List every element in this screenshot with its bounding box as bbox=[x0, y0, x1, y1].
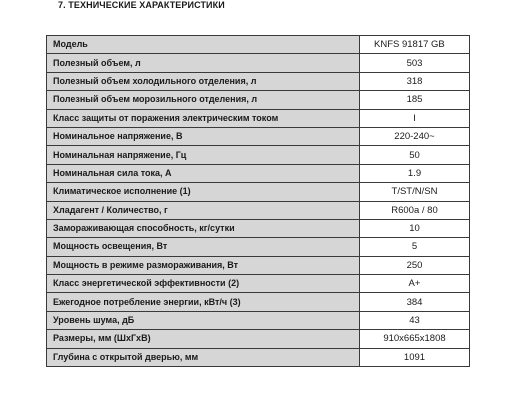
spec-value: I bbox=[360, 109, 470, 127]
spec-label: Номинальная сила тока, А bbox=[47, 164, 360, 182]
spec-value: 185 bbox=[360, 91, 470, 109]
spec-label: Полезный объем морозильного отделения, л bbox=[47, 91, 360, 109]
spec-label: Полезный объем, л bbox=[47, 54, 360, 72]
table-row bbox=[47, 54, 470, 72]
spec-value: 384 bbox=[360, 293, 470, 311]
table-row bbox=[47, 72, 470, 90]
spec-value: 10 bbox=[360, 219, 470, 237]
spec-value: 503 bbox=[360, 54, 470, 72]
table-row bbox=[47, 256, 470, 274]
spec-label: Замораживающая способность, кг/сутки bbox=[47, 219, 360, 237]
spec-value: 1.9 bbox=[360, 164, 470, 182]
spec-value: A+ bbox=[360, 275, 470, 293]
spec-label: Класс защиты от поражения электрическим током bbox=[47, 109, 360, 127]
table-row bbox=[47, 164, 470, 182]
spec-value: 220-240~ bbox=[360, 127, 470, 145]
spec-label: Номинальная напряжение, Гц bbox=[47, 146, 360, 164]
spec-label: Номинальное напряжение, В bbox=[47, 127, 360, 145]
table-row bbox=[47, 275, 470, 293]
table-row bbox=[47, 109, 470, 127]
spec-value: 1091 bbox=[360, 348, 470, 366]
spec-value: 910x665x1808 bbox=[360, 330, 470, 348]
spec-value: 50 bbox=[360, 146, 470, 164]
spec-value: 250 bbox=[360, 256, 470, 274]
spec-value: KNFS 91817 GB bbox=[360, 36, 470, 54]
table-row bbox=[47, 146, 470, 164]
table-row bbox=[47, 219, 470, 237]
spec-value: 43 bbox=[360, 311, 470, 329]
spec-label: Глубина с открытой дверью, мм bbox=[47, 348, 360, 366]
spec-value: 318 bbox=[360, 72, 470, 90]
spec-label: Полезный объем холодильного отделения, л bbox=[47, 72, 360, 90]
spec-label: Мощность в режиме размораживания, Вт bbox=[47, 256, 360, 274]
spec-label: Уровень шума, дБ bbox=[47, 311, 360, 329]
table-row bbox=[47, 348, 470, 366]
table-row bbox=[47, 238, 470, 256]
table-row bbox=[47, 311, 470, 329]
spec-label: Класс энергетической эффективности (2) bbox=[47, 275, 360, 293]
table-row bbox=[47, 183, 470, 201]
spec-value: T/ST/N/SN bbox=[360, 183, 470, 201]
spec-value: 5 bbox=[360, 238, 470, 256]
table-row bbox=[47, 293, 470, 311]
table-row bbox=[47, 330, 470, 348]
spec-label: Климатическое исполнение (1) bbox=[47, 183, 360, 201]
spec-label: Модель bbox=[47, 36, 360, 54]
spec-label: Мощность освещения, Вт bbox=[47, 238, 360, 256]
spec-label: Ежегодное потребление энергии, кВт/ч (3) bbox=[47, 293, 360, 311]
table-row bbox=[47, 127, 470, 145]
specifications-table bbox=[46, 35, 470, 367]
table-row bbox=[47, 36, 470, 54]
table-row bbox=[47, 201, 470, 219]
section-title: 7. ТЕХНИЧЕСКИЕ ХАРАКТЕРИСТИКИ bbox=[58, 0, 225, 10]
spec-label: Хладагент / Количество, г bbox=[47, 201, 360, 219]
table-row bbox=[47, 91, 470, 109]
spec-value: R600a / 80 bbox=[360, 201, 470, 219]
spec-label: Размеры, мм (ШxГxВ) bbox=[47, 330, 360, 348]
